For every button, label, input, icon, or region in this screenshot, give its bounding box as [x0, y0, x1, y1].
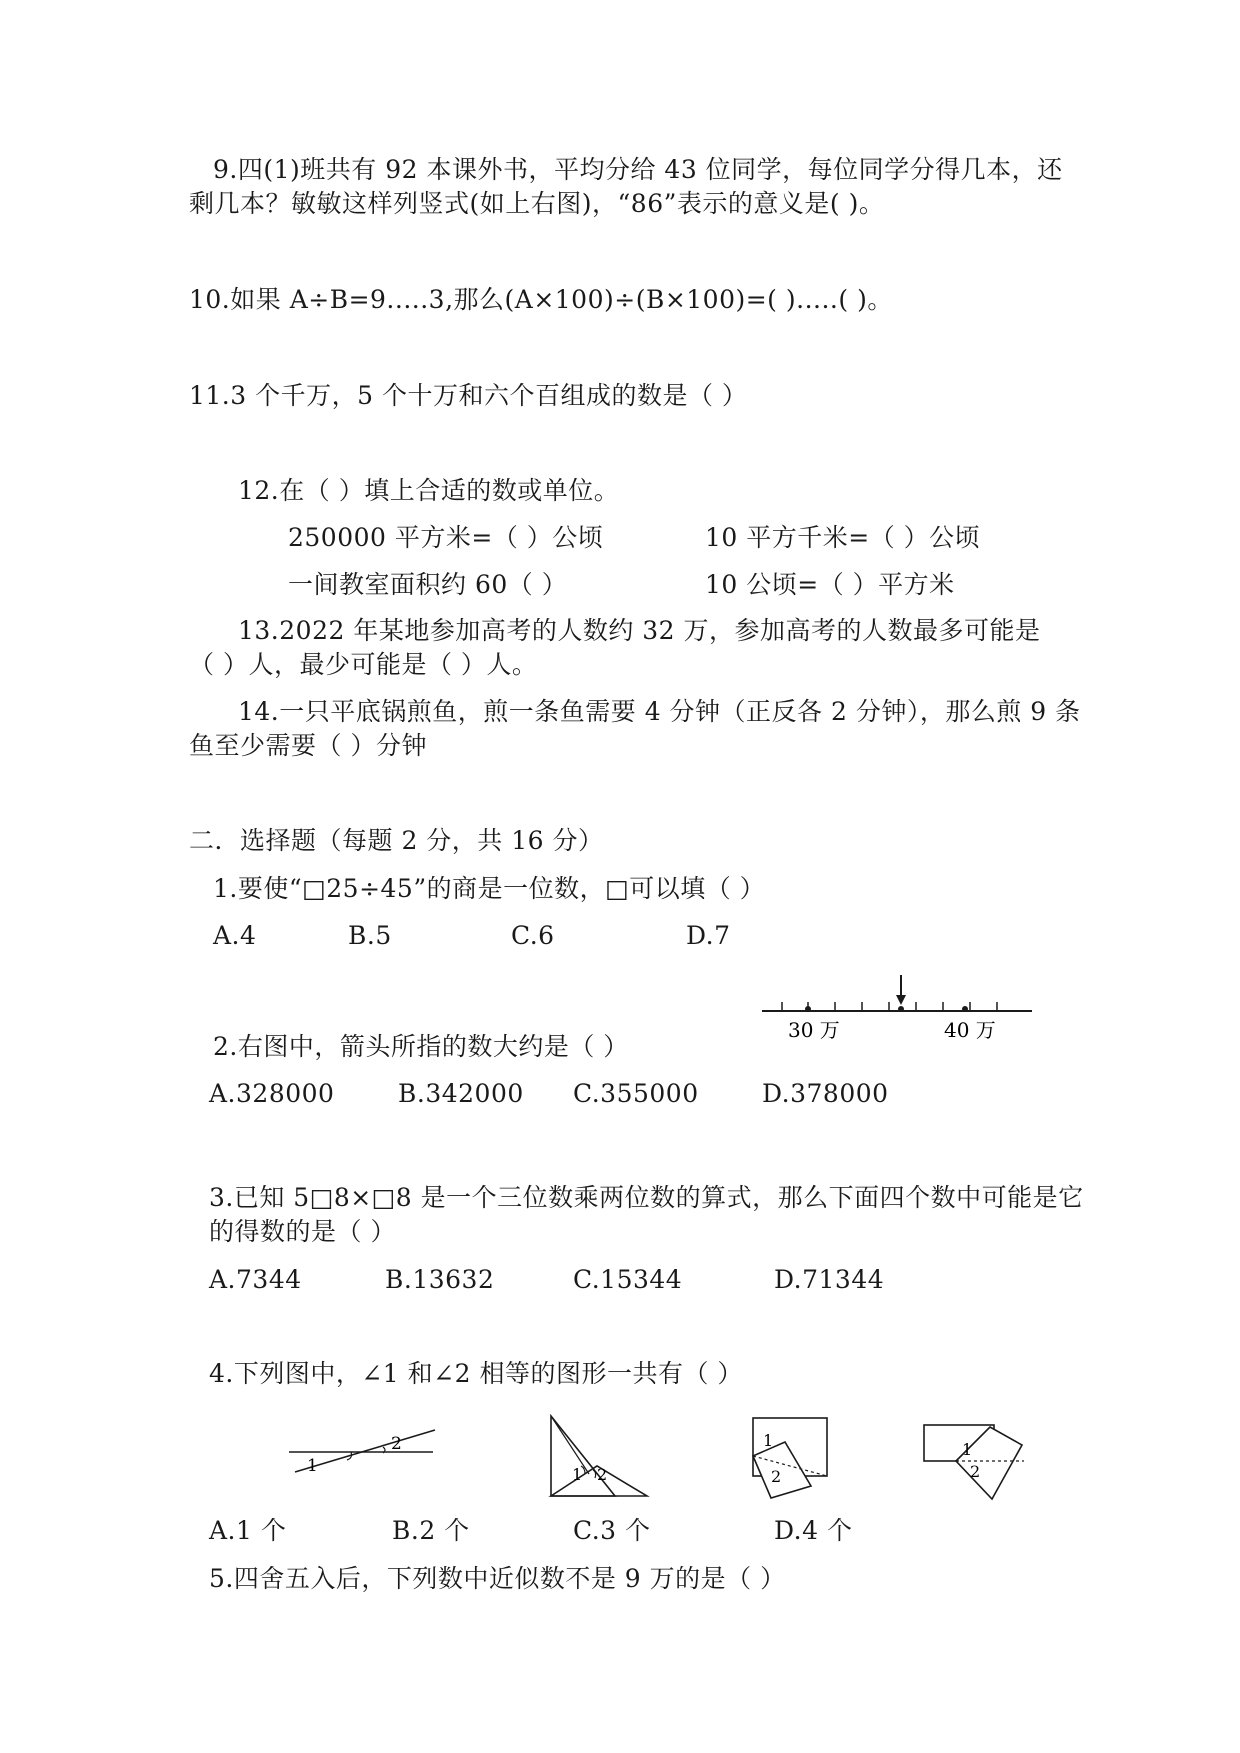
q11-text: 11.3 个千万，5 个十万和六个百组成的数是（ ） — [189, 381, 748, 410]
mc3-option-c: C.15344 — [573, 1265, 683, 1294]
q13-line1: 13.2022 年某地参加高考的人数约 32 万，参加高考的人数最多可能是 — [238, 616, 1041, 645]
mc2-option-a: A.328000 — [209, 1079, 335, 1108]
mc2-question: 2.右图中，箭头所指的数大约是（ ） — [213, 1032, 629, 1061]
mc1-option-a: A.4 — [213, 921, 257, 950]
mc4-option-a: A.1 个 — [209, 1516, 287, 1545]
fig4-angle-2-label: 2 — [970, 1462, 981, 1481]
mc1-option-d: D.7 — [686, 921, 731, 950]
arrow-down-icon — [896, 975, 906, 1005]
number-line-figure — [760, 975, 1035, 1045]
fig4-angle-1-label: 1 — [962, 1440, 973, 1459]
angle-figure-1 — [285, 1420, 445, 1480]
mc3-line1: 3.已知 5□8×□8 是一个三位数乘两位数的算式，那么下面四个数中可能是它 — [209, 1183, 1084, 1212]
mc5-question: 5.四舍五入后，下列数中近似数不是 9 万的是（ ） — [209, 1564, 786, 1593]
q9-line1: 9.四(1)班共有 92 本课外书，平均分给 43 位同学，每位同学分得几本，还 — [213, 155, 1063, 184]
angle-figure-2 — [545, 1410, 655, 1505]
q9-line2: 剩几本？敏敏这样列竖式(如上右图)，“86”表示的意义是( )。 — [189, 189, 885, 218]
fig3-angle-1-label: 1 — [763, 1431, 774, 1450]
q12-title: 12.在（ ）填上合适的数或单位。 — [238, 476, 620, 505]
q12-item-b: 10 平方千米=（ ）公顷 — [705, 523, 981, 552]
mc3-option-a: A.7344 — [209, 1265, 302, 1294]
fig2-angle-2-label: 2 — [597, 1465, 608, 1484]
q12-item-c: 一间教室面积约 60（ ） — [288, 570, 568, 599]
q10-text: 10.如果 A÷B=9.....3,那么(A×100)÷(B×100)=( ).....( )。 — [189, 285, 893, 314]
mc2-option-b: B.342000 — [398, 1079, 524, 1108]
q14-line1: 14.一只平底锅煎鱼，煎一条鱼需要 4 分钟（正反各 2 分钟），那么煎 9 条 — [238, 697, 1081, 726]
fig1-angle-1-label: 1 — [307, 1456, 318, 1476]
mc2-option-c: C.355000 — [573, 1079, 699, 1108]
mc4-question: 4.下列图中，∠1 和∠2 相等的图形一共有（ ） — [209, 1359, 743, 1388]
mc3-option-b: B.13632 — [385, 1265, 495, 1294]
fig2-angle-1-label: 1 — [572, 1465, 583, 1484]
label-40wan: 40 万 — [944, 1018, 996, 1042]
q12-item-d: 10 公顷=（ ）平方米 — [705, 570, 955, 599]
mark-40wan — [962, 1006, 968, 1012]
angle-figure-4 — [920, 1415, 1030, 1510]
q14-line2: 鱼至少需要（ ）分钟 — [189, 731, 427, 760]
section2-heading: 二．选择题（每题 2 分，共 16 分） — [189, 826, 604, 855]
mc3-line2: 的得数的是（ ） — [209, 1217, 396, 1246]
angle-figure-3 — [745, 1410, 835, 1510]
mc4-option-c: C.3 个 — [573, 1516, 651, 1545]
fig1-angle-2-label: 2 — [391, 1434, 402, 1454]
mc1-option-c: C.6 — [511, 921, 555, 950]
mark-30wan — [805, 1006, 811, 1012]
mc3-option-d: D.71344 — [774, 1265, 885, 1294]
mc4-option-b: B.2 个 — [392, 1516, 470, 1545]
mc1-question: 1.要使“□25÷45”的商是一位数，□可以填（ ） — [213, 874, 766, 903]
q12-item-a: 250000 平方米=（ ）公顷 — [288, 523, 604, 552]
mc2-option-d: D.378000 — [762, 1079, 889, 1108]
mc1-option-b: B.5 — [348, 921, 392, 950]
label-30wan: 30 万 — [788, 1018, 840, 1042]
mc4-option-d: D.4 个 — [774, 1516, 853, 1545]
q13-line2: （ ）人，最少可能是（ ）人。 — [189, 650, 538, 679]
fig3-angle-2-label: 2 — [771, 1467, 782, 1486]
mark-arrow-point — [898, 1006, 904, 1012]
